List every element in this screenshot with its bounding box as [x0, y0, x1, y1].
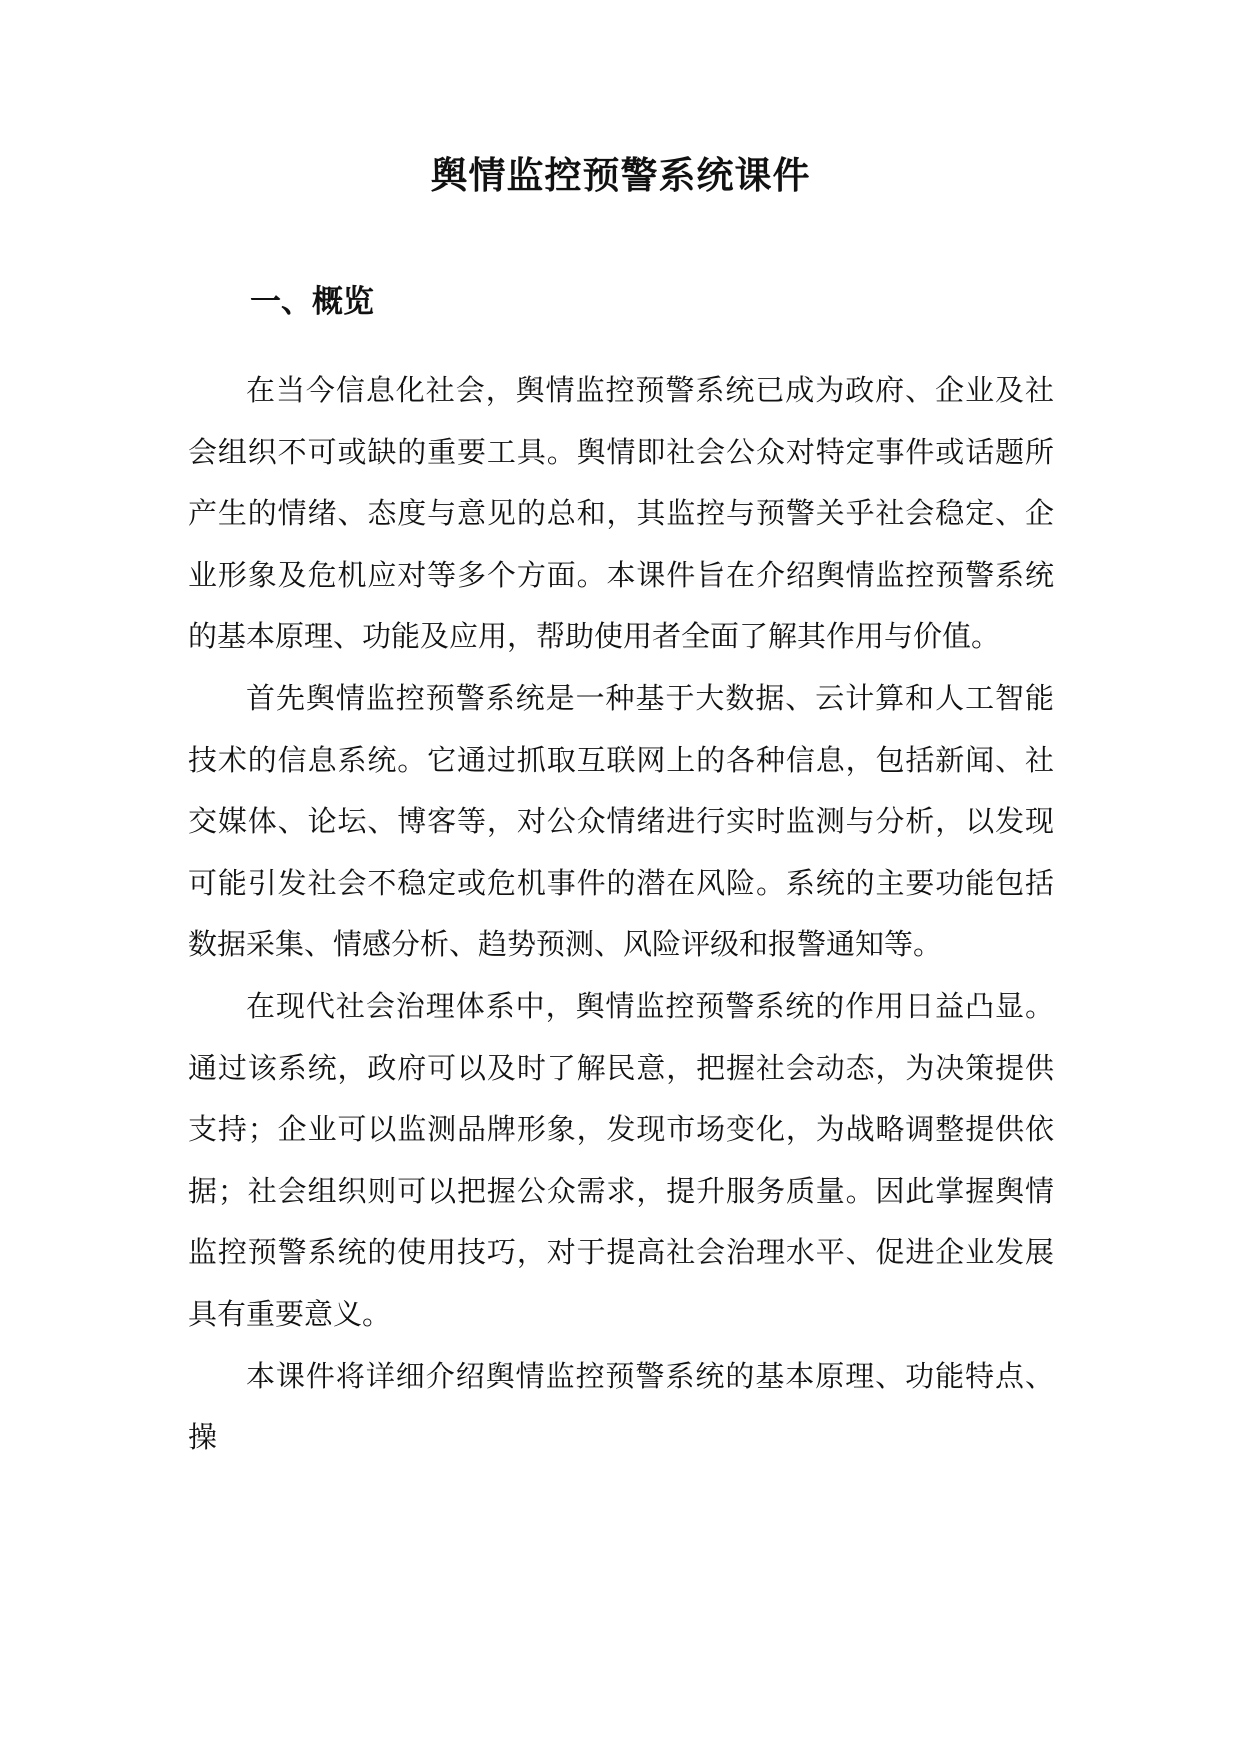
document-title: 舆情监控预警系统课件: [430, 153, 811, 197]
section-body: [188, 360, 1054, 1469]
paragraph: 首先舆情监控预警系统是一种基于大数据、云计算和人工智能技术的信息系统。它通过抓取互联网上的各种信息，包括新闻、社交媒体、论坛、博客等，对公众情绪进行实时监测与分析，以发现可能引发社会不稳定或危机事件的潜在风险。系统的主要功能包括数据采集、情感分析、趋势预测、风险评级和报警通知等。: [188, 680, 1054, 962]
paragraph: 在当今信息化社会，舆情监控预警系统已成为政府、企业及社会组织不可或缺的重要工具。舆情即社会公众对特定事件或话题所产生的情绪、态度与意见的总和，其监控与预警关乎社会稳定、企业形象及危机应对等多个方面。本课件旨在介绍舆情监控预警系统的基本原理、功能及应用，帮助使用者全面了解其作用与价值。: [188, 373, 1054, 654]
paragraph: 在现代社会治理体系中，舆情监控预警系统的作用日益凸显。通过该系统，政府可以及时了解民意，把握社会动态，为决策提供支持；企业可以监测品牌形象，发现市场变化，为战略调整提供依据；社会组织则可以把握公众需求，提升服务质量。因此掌握舆情监控预警系统的使用技巧，对于提高社会治理水平、促进企业发展具有重要意义。: [188, 988, 1054, 1331]
section-heading-overview: 一、概览: [250, 284, 374, 320]
paragraph: 本课件将详细介绍舆情监控预警系统的基本原理、功能特点、操: [188, 1358, 1054, 1455]
